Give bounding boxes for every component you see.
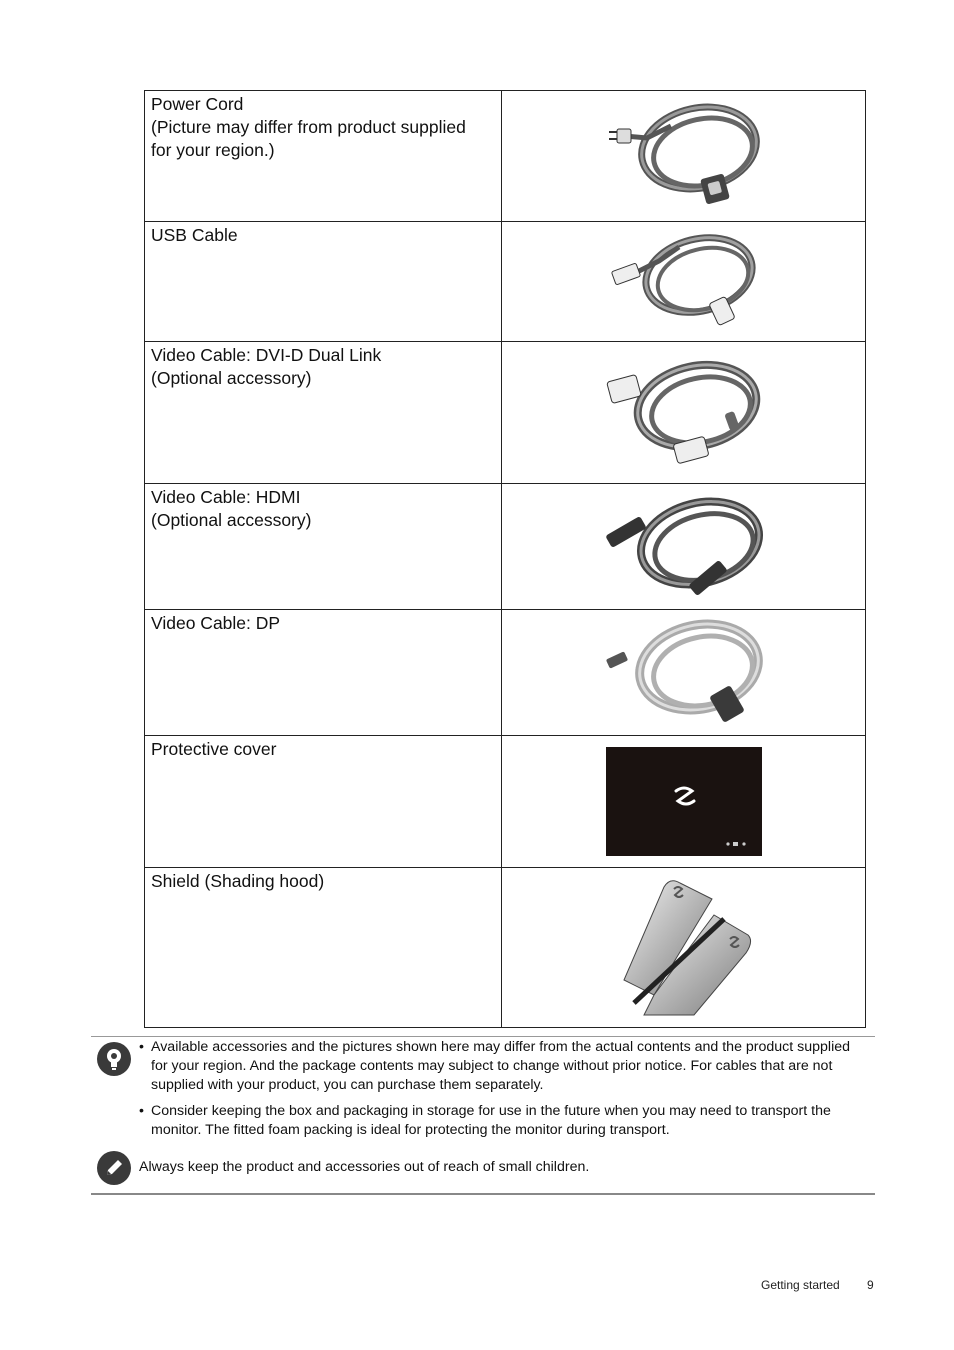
dp-cable-image: [599, 615, 769, 730]
table-row: [145, 91, 865, 222]
tip-text: Consider keeping the box and packaging in storage for use in the future when you may need to transport the monitor. The fitted foam packing is ideal for protecting the monitor during transport.: [151, 1103, 831, 1138]
accessory-name-line: Power Cord: [151, 94, 244, 114]
accessory-name: [145, 484, 502, 609]
accessory-name: [145, 610, 502, 735]
accessory-image-cell: [502, 736, 865, 867]
accessory-image-cell: [502, 342, 865, 483]
pencil-icon: [97, 1151, 131, 1185]
protective-cover-image: [606, 747, 762, 856]
accessory-image-cell: [502, 868, 865, 1027]
accessory-name-line: Video Cable: HDMI: [151, 487, 301, 507]
accessory-name-line: Protective cover: [151, 739, 277, 759]
table-row: [145, 342, 865, 484]
tip-text: Available accessories and the pictures shown here may differ from the actual contents and the product supplied for your region. And the package contents may subject to change without prior notice. For cables that are not supplied with your product, you can purchase them separately.: [151, 1039, 851, 1093]
shield-hood-image: [614, 875, 754, 1020]
accessory-name: [145, 868, 502, 1027]
accessory-name-line: Video Cable: DVI-D Dual Link: [151, 345, 382, 365]
bullet-mark: •: [139, 1103, 144, 1119]
accessory-name-line: for your region.): [151, 140, 275, 160]
accessory-name: [145, 91, 502, 221]
table-row: [145, 610, 865, 736]
lightbulb-icon: [97, 1042, 131, 1076]
table-row: [145, 868, 865, 1028]
accessory-image-cell: [502, 222, 865, 341]
accessories-table: [144, 90, 866, 1028]
warning-text: Always keep the product and accessories out of reach of small children.: [139, 1159, 590, 1175]
usb-cable-image: [599, 227, 769, 337]
power-cord-image: [599, 96, 769, 216]
table-row: [145, 222, 865, 342]
bullet-mark: •: [139, 1039, 144, 1055]
accessory-name-line: USB Cable: [151, 225, 238, 245]
tip-item: [139, 1102, 865, 1140]
dvi-cable-image: [599, 350, 769, 475]
accessory-name-line: (Optional accessory): [151, 510, 312, 530]
footer-section-title: Getting started: [761, 1278, 840, 1292]
accessory-name-line: Shield (Shading hood): [151, 871, 325, 891]
table-row: [145, 736, 865, 868]
accessory-name: [145, 736, 502, 867]
accessory-name: [145, 342, 502, 483]
accessory-name-line: Video Cable: DP: [151, 613, 281, 633]
accessory-name-line: (Picture may differ from product supplied: [151, 117, 466, 137]
accessory-name: [145, 222, 502, 341]
notes-box: [91, 1036, 875, 1195]
page-number: 9: [867, 1278, 874, 1292]
accessory-name-line: (Optional accessory): [151, 368, 312, 388]
accessory-image-cell: [502, 484, 865, 609]
table-row: [145, 484, 865, 610]
tip-item: [139, 1038, 865, 1095]
accessory-image-cell: [502, 610, 865, 735]
hdmi-cable-image: [594, 491, 774, 603]
accessory-image-cell: [502, 91, 865, 221]
